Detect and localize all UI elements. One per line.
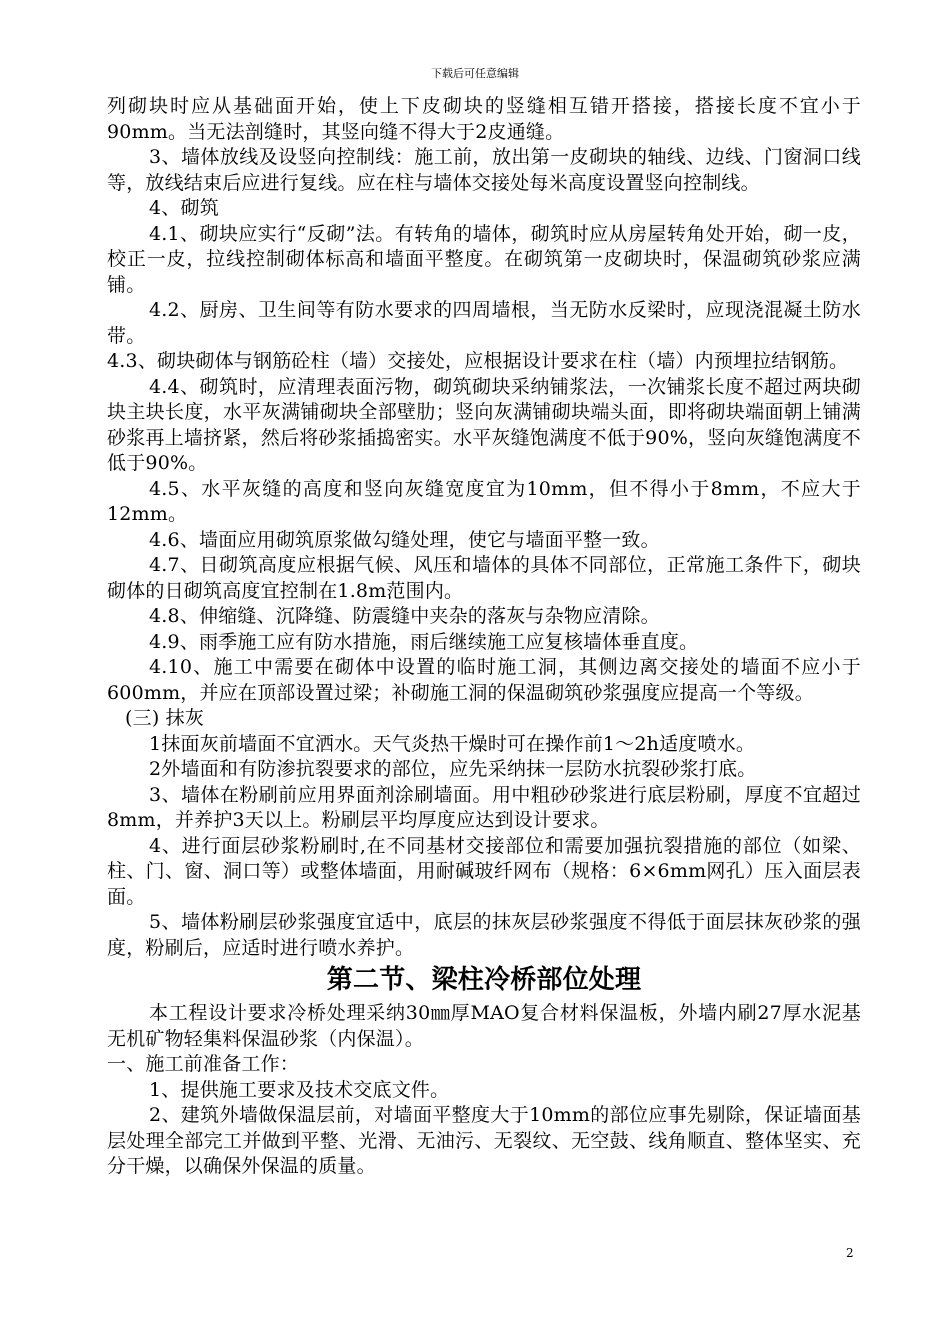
paragraph: 2、建筑外墙做保温层前，对墙面平整度大于10mm的部位应事先剔除，保证墙面基层处理全部完工并做到平整、光滑、无油污、无裂纹、无空鼓、线角顺直、整体坚实、充分干燥，以确保外保温的质量。 [107, 1104, 861, 1177]
paragraph: 4.1、砌块应实行“反砌”法。有转角的墙体，砌筑时应从房屋转角处开始，砌一皮，校正一皮，拉线控制砌体标高和墙面平整度。在砌筑第一皮砌块时，保温砌筑砂浆应满铺。 [107, 222, 861, 296]
paragraph: 3、墙体放线及设竖向控制线：施工前，放出第一皮砌块的轴线、边线、门窗洞口线等，放线结束后应进行复线。应在柱与墙体交接处每米高度设置竖向控制线。 [107, 146, 861, 194]
paragraph: 1抹面灰前墙面不宜洒水。天气炎热干燥时可在操作前1～2h适度喷水。 [149, 732, 756, 755]
page-number: 2 [846, 1246, 854, 1260]
paragraph: (三) 抹灰 [125, 707, 205, 729]
paragraph: 4.10、施工中需要在砌体中设置的临时施工洞，其侧边离交接处的墙面不应小于600mm，并应在顶部设置过梁；补砌施工洞的保温砌筑砂浆强度应提高一个等级。 [107, 656, 861, 704]
paragraph: 本工程设计要求冷桥处理采纳30㎜厚MAO复合材料保温板，外墙内刷27厚水泥基无机矿物轻集料保温砂浆（内保温）。 [107, 1002, 861, 1050]
page-header: 下载后可任意编辑 [431, 67, 519, 80]
paragraph: 列砌块时应从基础面开始，使上下皮砌块的竖缝相互错开搭接，搭接长度不宜小于90mm。当无法剖缝时，其竖向缝不得大于2皮通缝。 [107, 95, 861, 143]
paragraph: 5、墙体粉刷层砂浆强度宜适中，底层的抹灰层砂浆强度不得低于面层抹灰砂浆的强度，粉刷后，应适时进行喷水养护。 [107, 911, 861, 959]
paragraph: 1、提供施工要求及技术交底文件。 [149, 1078, 450, 1101]
paragraph: 4.2、厨房、卫生间等有防水要求的四周墙根，当无防水反梁时，应现浇混凝土防水带。 [107, 299, 861, 347]
section-heading: 第二节、梁柱冷桥部位处理 [326, 965, 642, 995]
paragraph: 4.9、雨季施工应有防水措施，雨后继续施工应复核墙体垂直度。 [149, 630, 699, 653]
paragraph: 4.6、墙面应用砌筑原浆做勾缝处理，使它与墙面平整一致。 [149, 528, 660, 551]
paragraph: 一、施工前准备工作： [107, 1053, 300, 1075]
paragraph: 3、墙体在粉刷前应用界面剂涂刷墙面。用中粗砂砂浆进行底层粉刷，厚度不宜超过8mm，并养护3天以上。粉刷层平均厚度应达到设计要求。 [107, 783, 861, 831]
paragraph: 4.7、日砌筑高度应根据气候、风压和墙体的具体不同部位，正常施工条件下，砌块砌体的日砌筑高度宜控制在1.8m范围内。 [107, 554, 861, 602]
paragraph: 2外墙面和有防渗抗裂要求的部位，应先采纳抹一层防水抗裂砂浆打底。 [149, 758, 757, 780]
paragraph: 4、砌筑 [149, 197, 219, 219]
document-body [107, 94, 861, 1180]
paragraph: 4.5、水平灰缝的高度和竖向灰缝宽度宜为10mm，但不得小于8mm，不应大于12mm。 [107, 477, 861, 525]
paragraph: 4、进行面层砂浆粉刷时,在不同基材交接部位和需要加强抗裂措施的部位（如梁、柱、门、窗、洞口等）或整体墙面，用耐碱玻纤网布（规格：6×6mm网孔）压入面层表面。 [107, 834, 861, 908]
paragraph: 4.3、砌块砌体与钢筋砼柱（墙）交接处，应根据设计要求在柱（墙）内预埋拉结钢筋。 [107, 350, 849, 372]
paragraph: 4.4、砌筑时，应清理表面污物，砌筑砌块采纳铺浆法，一次铺浆长度不超过两块砌块主块长度，水平灰满铺砌块全部壁肋；竖向灰满铺砌块端头面，即将砌块端面朝上铺满砂浆再上墙挤紧，然后将砂浆插捣密实。水平灰缝饱满度不低于90%，竖向灰缝饱满度不低于90%。 [107, 375, 861, 474]
paragraph: 4.8、伸缩缝、沉降缝、防震缝中夹杂的落灰与杂物应清除。 [149, 605, 660, 627]
